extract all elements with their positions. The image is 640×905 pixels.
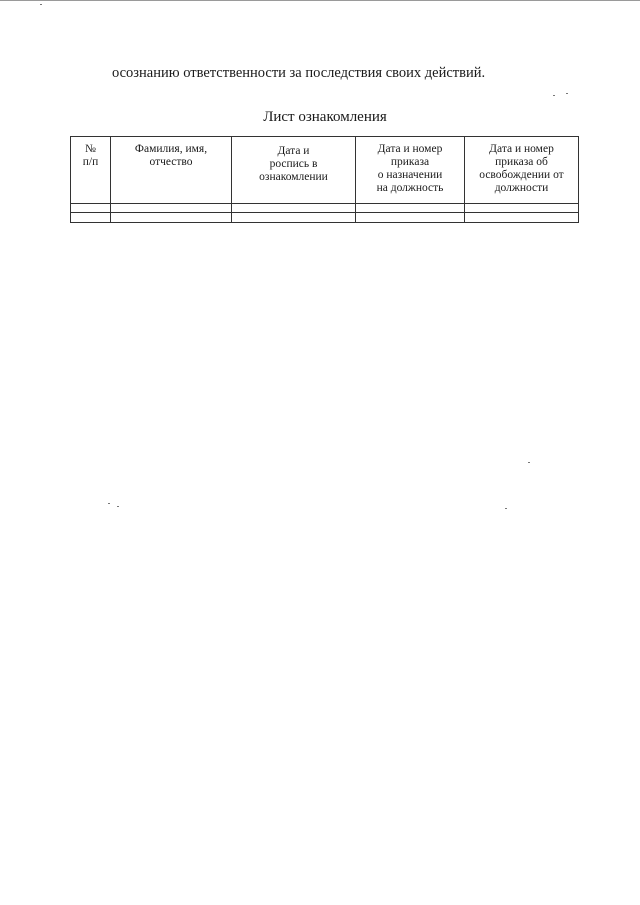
header-cell-date-signature: Дата и роспись в ознакомлении — [232, 137, 356, 204]
table-cell — [356, 213, 465, 223]
header-cell-appointment-order: Дата и номер приказа о назначении на должность — [356, 137, 465, 204]
scan-top-edge — [0, 0, 640, 1]
table-cell — [232, 204, 356, 213]
scan-speck — [108, 503, 110, 504]
table-cell — [465, 213, 579, 223]
acknowledgement-table — [70, 136, 579, 223]
table-cell — [71, 204, 111, 213]
header-cell-full-name: Фамилия, имя, отчество — [111, 137, 232, 204]
table-header-row — [71, 137, 579, 204]
scan-speck — [40, 4, 42, 5]
table-row — [71, 213, 579, 223]
table-cell — [111, 213, 232, 223]
table-cell — [465, 204, 579, 213]
scan-speck — [528, 462, 530, 463]
header-cell-dismissal-order: Дата и номер приказа об освобождении от должности — [465, 137, 579, 204]
scan-speck — [566, 93, 568, 94]
intro-text-line: осознанию ответственности за последствия своих действий. — [112, 65, 486, 81]
table-cell — [356, 204, 465, 213]
scan-speck — [117, 506, 119, 507]
table-cell — [111, 204, 232, 213]
sheet-title: Лист ознакомления — [263, 109, 387, 125]
table-cell — [232, 213, 356, 223]
scan-speck — [553, 95, 555, 96]
table-cell — [71, 213, 111, 223]
header-cell-number: № п/п — [71, 137, 111, 204]
table-row — [71, 204, 579, 213]
scan-speck — [505, 508, 507, 509]
